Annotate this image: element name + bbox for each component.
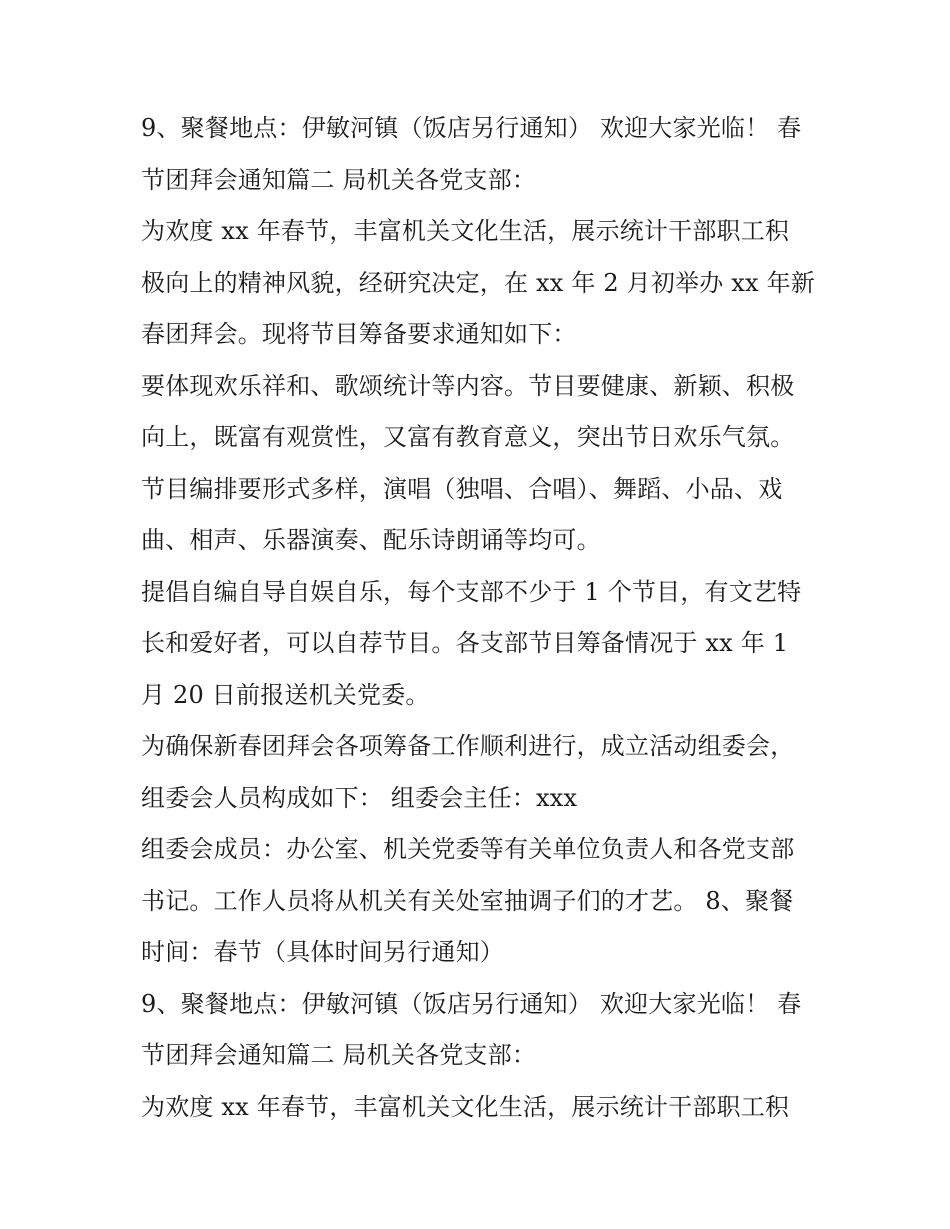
text-line: 时间：春节（具体时间另行通知） (141, 938, 504, 966)
text-line: 为欢度 xx 年春节，丰富机关文化生活，展示统计干部职工积 (141, 217, 790, 245)
text-line: 为欢度 xx 年春节，丰富机关文化生活，展示统计干部职工积 (141, 1092, 790, 1121)
text-line: 极向上的精神风貌，经研究决定，在 xx 年 2 月初举办 xx 年新 (141, 268, 815, 297)
text-line: 春团拜会。现将节目筹备要求通知如下： (141, 320, 577, 348)
text-line: 长和爱好者，可以自荐节目。各支部节目筹备情况于 xx 年 1 (141, 629, 789, 657)
text-line: 月 20 日前报送机关党委。 (141, 680, 430, 709)
text-line: 书记。工作人员将从机关有关处室抽调子们的才艺。 8、聚餐 (141, 886, 794, 915)
text-line: 向上，既富有观赏性，又富有教育意义，突出节日欢乐气氛。 (141, 423, 795, 451)
text-line: 组委会成员：办公室、机关党委等有关单位负责人和各党支部 (141, 835, 795, 863)
text-line: 9、聚餐地点：伊敏河镇（饭店另行通知） 欢迎大家光临！ 春 (141, 114, 802, 142)
text-line: 曲、相声、乐器演奏、配乐诗朗诵等均可。 (141, 526, 601, 554)
text-line: 节团拜会通知篇二 局机关各党支部： (141, 165, 537, 194)
text-line: 节目编排要形式多样，演唱（独唱、合唱）、舞蹈、小品、戏 (141, 474, 783, 503)
text-line: 要体现欢乐祥和、歌颂统计等内容。节目要健康、新颖、积极 (141, 371, 795, 400)
document-body (141, 103, 821, 1133)
text-line: 为确保新春团拜会各项筹备工作顺利进行，成立活动组委会， (141, 732, 795, 760)
text-line: 组委会人员构成如下： 组委会主任：xxx (141, 783, 578, 812)
text-line: 提倡自编自导自娱自乐，每个支部不少于 1 个节目，有文艺特 (141, 577, 802, 606)
text-line: 9、聚餐地点：伊敏河镇（饭店另行通知） 欢迎大家光临！ 春 (141, 989, 802, 1018)
text-line: 节团拜会通知篇二 局机关各党支部： (141, 1041, 537, 1069)
